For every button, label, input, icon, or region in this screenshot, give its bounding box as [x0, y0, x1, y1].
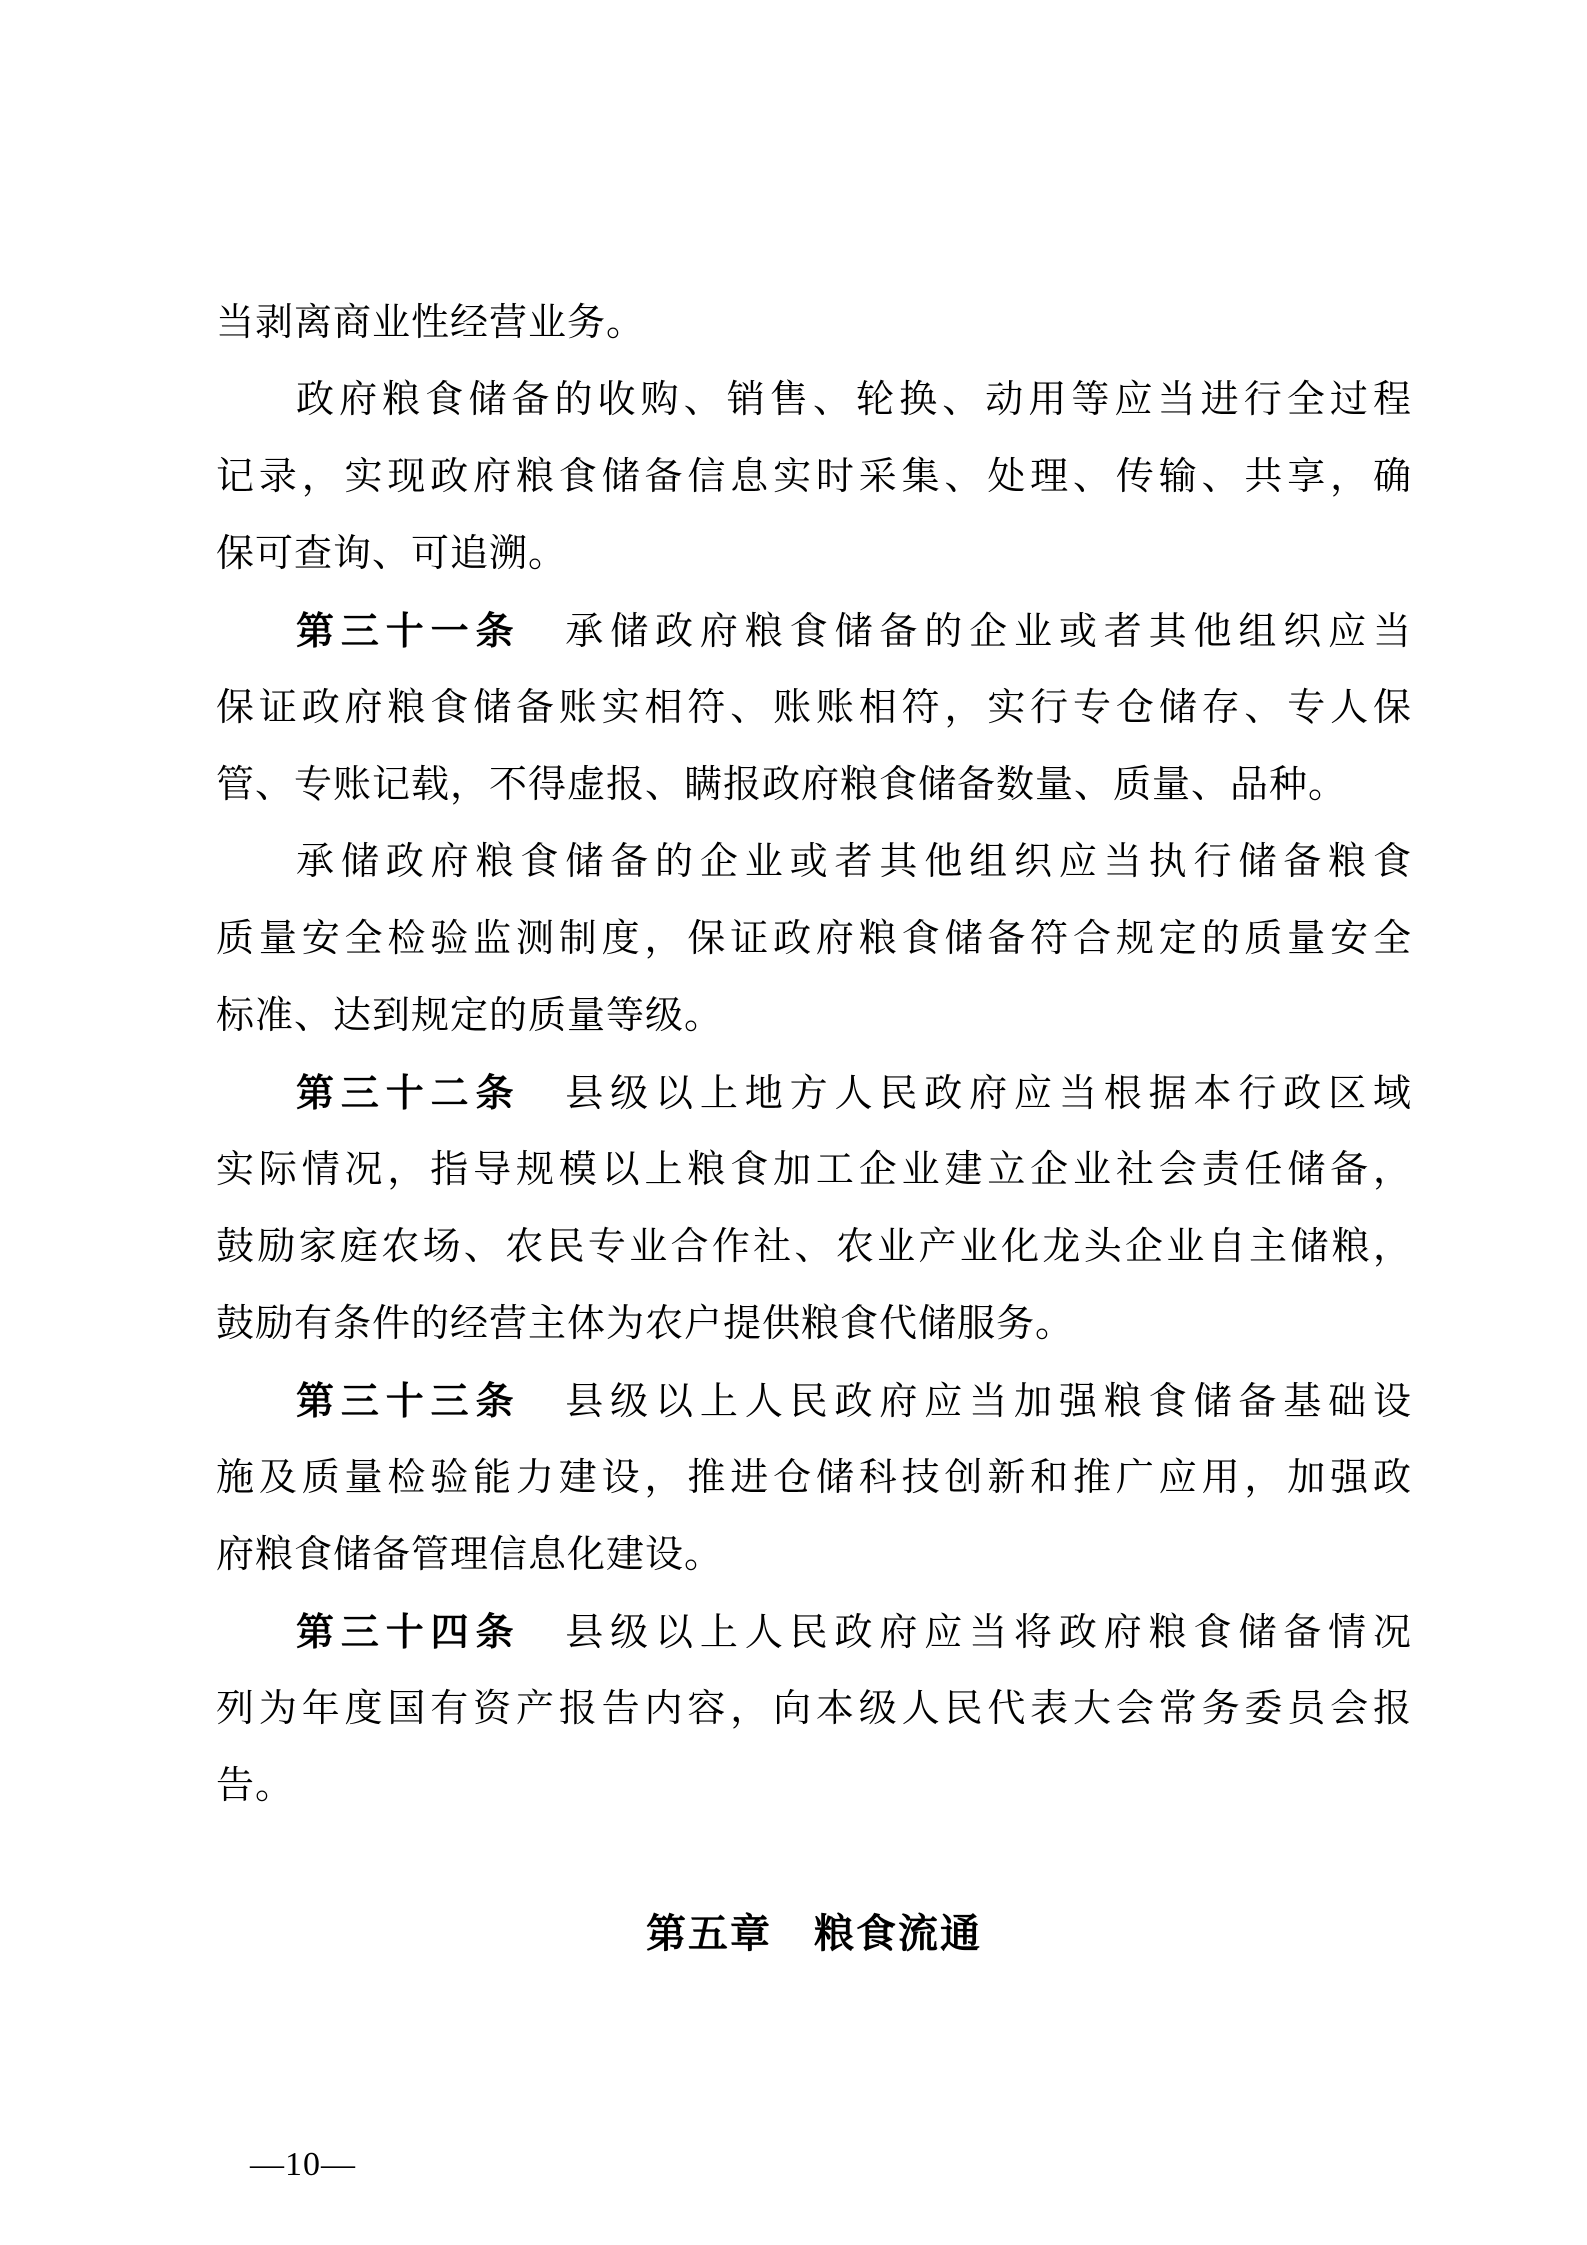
article-number: 第三十二条: [296, 1071, 521, 1115]
text-line: [216, 516, 1412, 593]
text-segment: 保可查询、可追溯。: [216, 533, 568, 575]
text-segment: 府粮食储备管理信息化建设。: [216, 1534, 724, 1576]
text-line: [216, 1517, 1412, 1594]
text-line: [216, 824, 1412, 901]
text-line: [216, 1055, 1412, 1132]
text-line: [216, 1440, 1412, 1517]
article-number: 第三十三条: [296, 1379, 521, 1423]
text-line: [216, 285, 1412, 362]
document-body: [216, 285, 1412, 1964]
text-segment: 实际情况，指导规模以上粮食加工企业建立企业社会责任储备，: [216, 1149, 1412, 1191]
article-number: 第三十四条: [296, 1610, 521, 1654]
page-number: —10—: [250, 2146, 356, 2183]
text-line: [216, 1132, 1412, 1209]
text-segment: 鼓励有条件的经营主体为农户提供粮食代储服务。: [216, 1303, 1075, 1345]
text-line: [216, 593, 1412, 670]
text-line: [216, 362, 1412, 439]
text-line: [216, 670, 1412, 747]
text-line: [216, 1748, 1412, 1825]
text-segment: 政府粮食储备的收购、销售、轮换、动用等应当进行全过程: [296, 379, 1412, 421]
text-segment: 鼓励家庭农场、农民专业合作社、农业产业化龙头企业自主储粮，: [216, 1226, 1412, 1268]
text-segment: 列为年度国有资产报告内容，向本级人民代表大会常务委员会报: [216, 1688, 1412, 1730]
text-segment: 管、专账记载，不得虚报、瞒报政府粮食储备数量、质量、品种。: [216, 764, 1348, 806]
text-line: [216, 747, 1412, 824]
article-number: 第三十一条: [296, 609, 521, 653]
text-segment: 承储政府粮食储备的企业或者其他组织应当执行储备粮食: [296, 841, 1412, 883]
text-segment: 县级以上人民政府应当加强粮食储备基础设: [520, 1381, 1412, 1423]
text-segment: 县级以上地方人民政府应当根据本行政区域: [520, 1073, 1412, 1115]
text-line: [216, 439, 1412, 516]
text-segment: 承储政府粮食储备的企业或者其他组织应当: [520, 611, 1412, 653]
text-line: [216, 1209, 1412, 1286]
document-lines: [216, 285, 1412, 1825]
text-segment: 告。: [216, 1765, 295, 1807]
text-segment: 记录，实现政府粮食储备信息实时采集、处理、传输、共享，确: [216, 456, 1412, 498]
text-line: [216, 1286, 1412, 1363]
text-segment: 保证政府粮食储备账实相符、账账相符，实行专仓储存、专人保: [216, 687, 1412, 729]
text-segment: 标准、达到规定的质量等级。: [216, 995, 724, 1037]
text-segment: 县级以上人民政府应当将政府粮食储备情况: [520, 1612, 1412, 1654]
text-line: [216, 978, 1412, 1055]
text-line: [216, 901, 1412, 978]
chapter-heading: 第五章 粮食流通: [646, 1911, 982, 1957]
text-segment: 当剥离商业性经营业务。: [216, 302, 646, 344]
text-segment: 施及质量检验能力建设，推进仓储科技创新和推广应用，加强政: [216, 1457, 1412, 1499]
text-line: [216, 1671, 1412, 1748]
text-segment: 质量安全检验监测制度，保证政府粮食储备符合规定的质量安全: [216, 918, 1412, 960]
text-line: [216, 1363, 1412, 1440]
text-line: [216, 1594, 1412, 1671]
